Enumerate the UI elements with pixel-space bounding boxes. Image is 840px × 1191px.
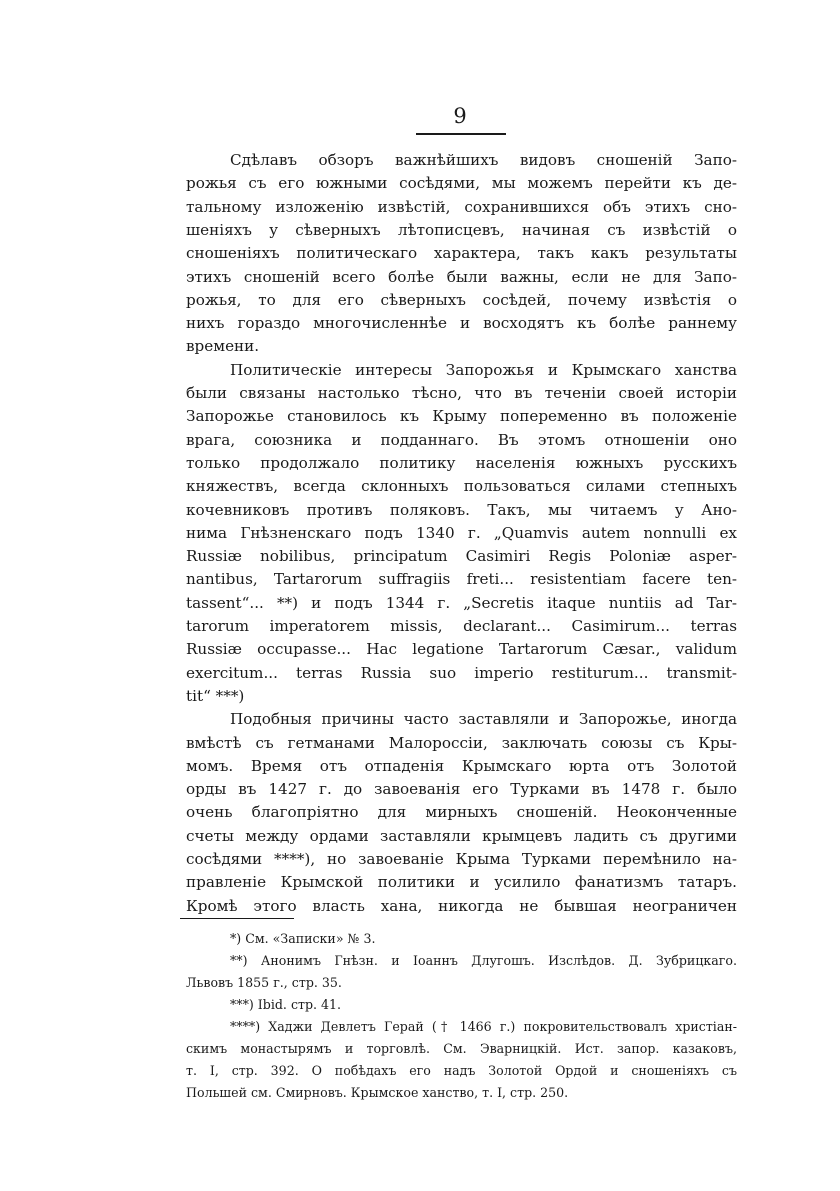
text-line: сношеніяхъ политическаго характера, такъ какъ результаты: [186, 244, 737, 263]
text-line: сосѣдями ****), но завоеваніе Крыма Турками перемѣнило на-: [186, 850, 737, 868]
footnote: ****) Хаджи Девлетъ Герай († 1466 г.) покровительствовалъ христіан-: [230, 1019, 737, 1034]
text-line: только продолжало политику населенія южныхъ русскихъ: [186, 453, 737, 472]
text-line: Подобныя причины часто заставляли и Запорожье, иногда: [230, 710, 737, 729]
text-line: nantibus, Tartarorum suffragiis freti... resistentiam facere ten-: [186, 570, 737, 589]
footnote: т. I, стр. 392. О побѣдахъ его надъ Золотой Ордой и сношеніяхъ съ: [186, 1063, 737, 1078]
text-line: княжествъ, всегда склонныхъ пользоваться силами степныхъ: [186, 477, 737, 496]
text-line: времени.: [186, 337, 260, 356]
text-line: этихъ сношеній всего болѣе были важны, если не для Запо-: [186, 267, 737, 286]
text-line: кочевниковъ противъ поляковъ. Такъ, мы читаемъ у Ано-: [186, 500, 737, 519]
footnote: ***) Ibid. стр. 41.: [230, 997, 342, 1012]
footnote: Львовъ 1855 г., стр. 35.: [186, 975, 342, 990]
text-line: tarorum imperatorem missis, declarant... Casimirum... terras: [186, 617, 737, 635]
text-line: рожья, то для его сѣверныхъ сосѣдей, почему извѣстія о: [186, 290, 737, 309]
text-line: очень благопріятно для мирныхъ сношеній. Неоконченные: [186, 803, 737, 822]
text-line: рожья съ его южными сосѣдями, мы можемъ перейти къ де-: [186, 174, 737, 193]
text-line: Кромѣ этого власть хана, никогда не бывшая неограничен: [186, 896, 737, 915]
text-line: Russiæ occupasse... Hac legatione Tartarorum Cæsar., validum: [186, 640, 737, 659]
text-line: нихъ гораздо многочисленнѣе и восходятъ къ болѣе раннему: [186, 314, 737, 333]
text-line: правленіе Крымской политики и усилило фанатизмъ татаръ.: [186, 873, 737, 892]
text-line: были связаны настолько тѣсно, что въ теченіи своей исторіи: [186, 384, 737, 402]
footnote: Польшей см. Смирновъ. Крымское ханство, т. I, стр. 250.: [186, 1085, 569, 1100]
footnote-rule: [180, 918, 294, 919]
text-line: вмѣстѣ съ гетманами Малороссіи, заключать союзы съ Кры-: [186, 733, 737, 752]
text-line: нима Гнѣзненскаго подъ 1340 г. „Quamvis autem nonnulli ex: [186, 523, 737, 542]
footnote: **) Анонимъ Гнѣзн. и Іоаннъ Длугошъ. Изслѣдов. Д. Зубрицкаго.: [230, 953, 737, 968]
text-line: шеніяхъ у сѣверныхъ лѣтописцевъ, начиная съ извѣстій о: [186, 220, 737, 239]
footnote: *) См. «Записки» № 3.: [230, 931, 376, 946]
text-line: Запорожье становилось къ Крыму попеременно въ положеніе: [186, 407, 737, 426]
text-line: тальному изложенію извѣстій, сохранившихся объ этихъ сно-: [186, 197, 737, 216]
footnote: скимъ монастырямъ и торговлѣ. См. Эварницкій. Ист. запор. казаковъ,: [186, 1041, 737, 1056]
page-number: 9: [453, 104, 467, 128]
text-line: Политическіе интересы Запорожья и Крымскаго ханства: [230, 360, 737, 379]
text-line: врага, союзника и подданнаго. Въ этомъ отношеніи оно: [186, 430, 737, 449]
page-number-rule: [416, 133, 506, 135]
text-line: Russiæ nobilibus, principatum Casimiri Regis Poloniæ asper-: [186, 547, 737, 566]
text-line: счеты между ордами заставляли крымцевъ ладить съ другими: [186, 826, 737, 845]
text-line: tit“ ***): [186, 686, 245, 705]
text-line: орды въ 1427 г. до завоеванія его Турками въ 1478 г. было: [186, 780, 737, 799]
text-line: момъ. Время отъ отпаденія Крымскаго юрта отъ Золотой: [186, 756, 737, 775]
text-line: Сдѣлавъ обзоръ важнѣйшихъ видовъ сношеній Запо-: [230, 151, 737, 169]
text-line: tassent“... **) и подъ 1344 г. „Secretis itaque nuntiis ad Tar-: [186, 593, 737, 612]
text-line: exercitum... terras Russia suo imperio restiturum... transmit-: [186, 663, 737, 682]
